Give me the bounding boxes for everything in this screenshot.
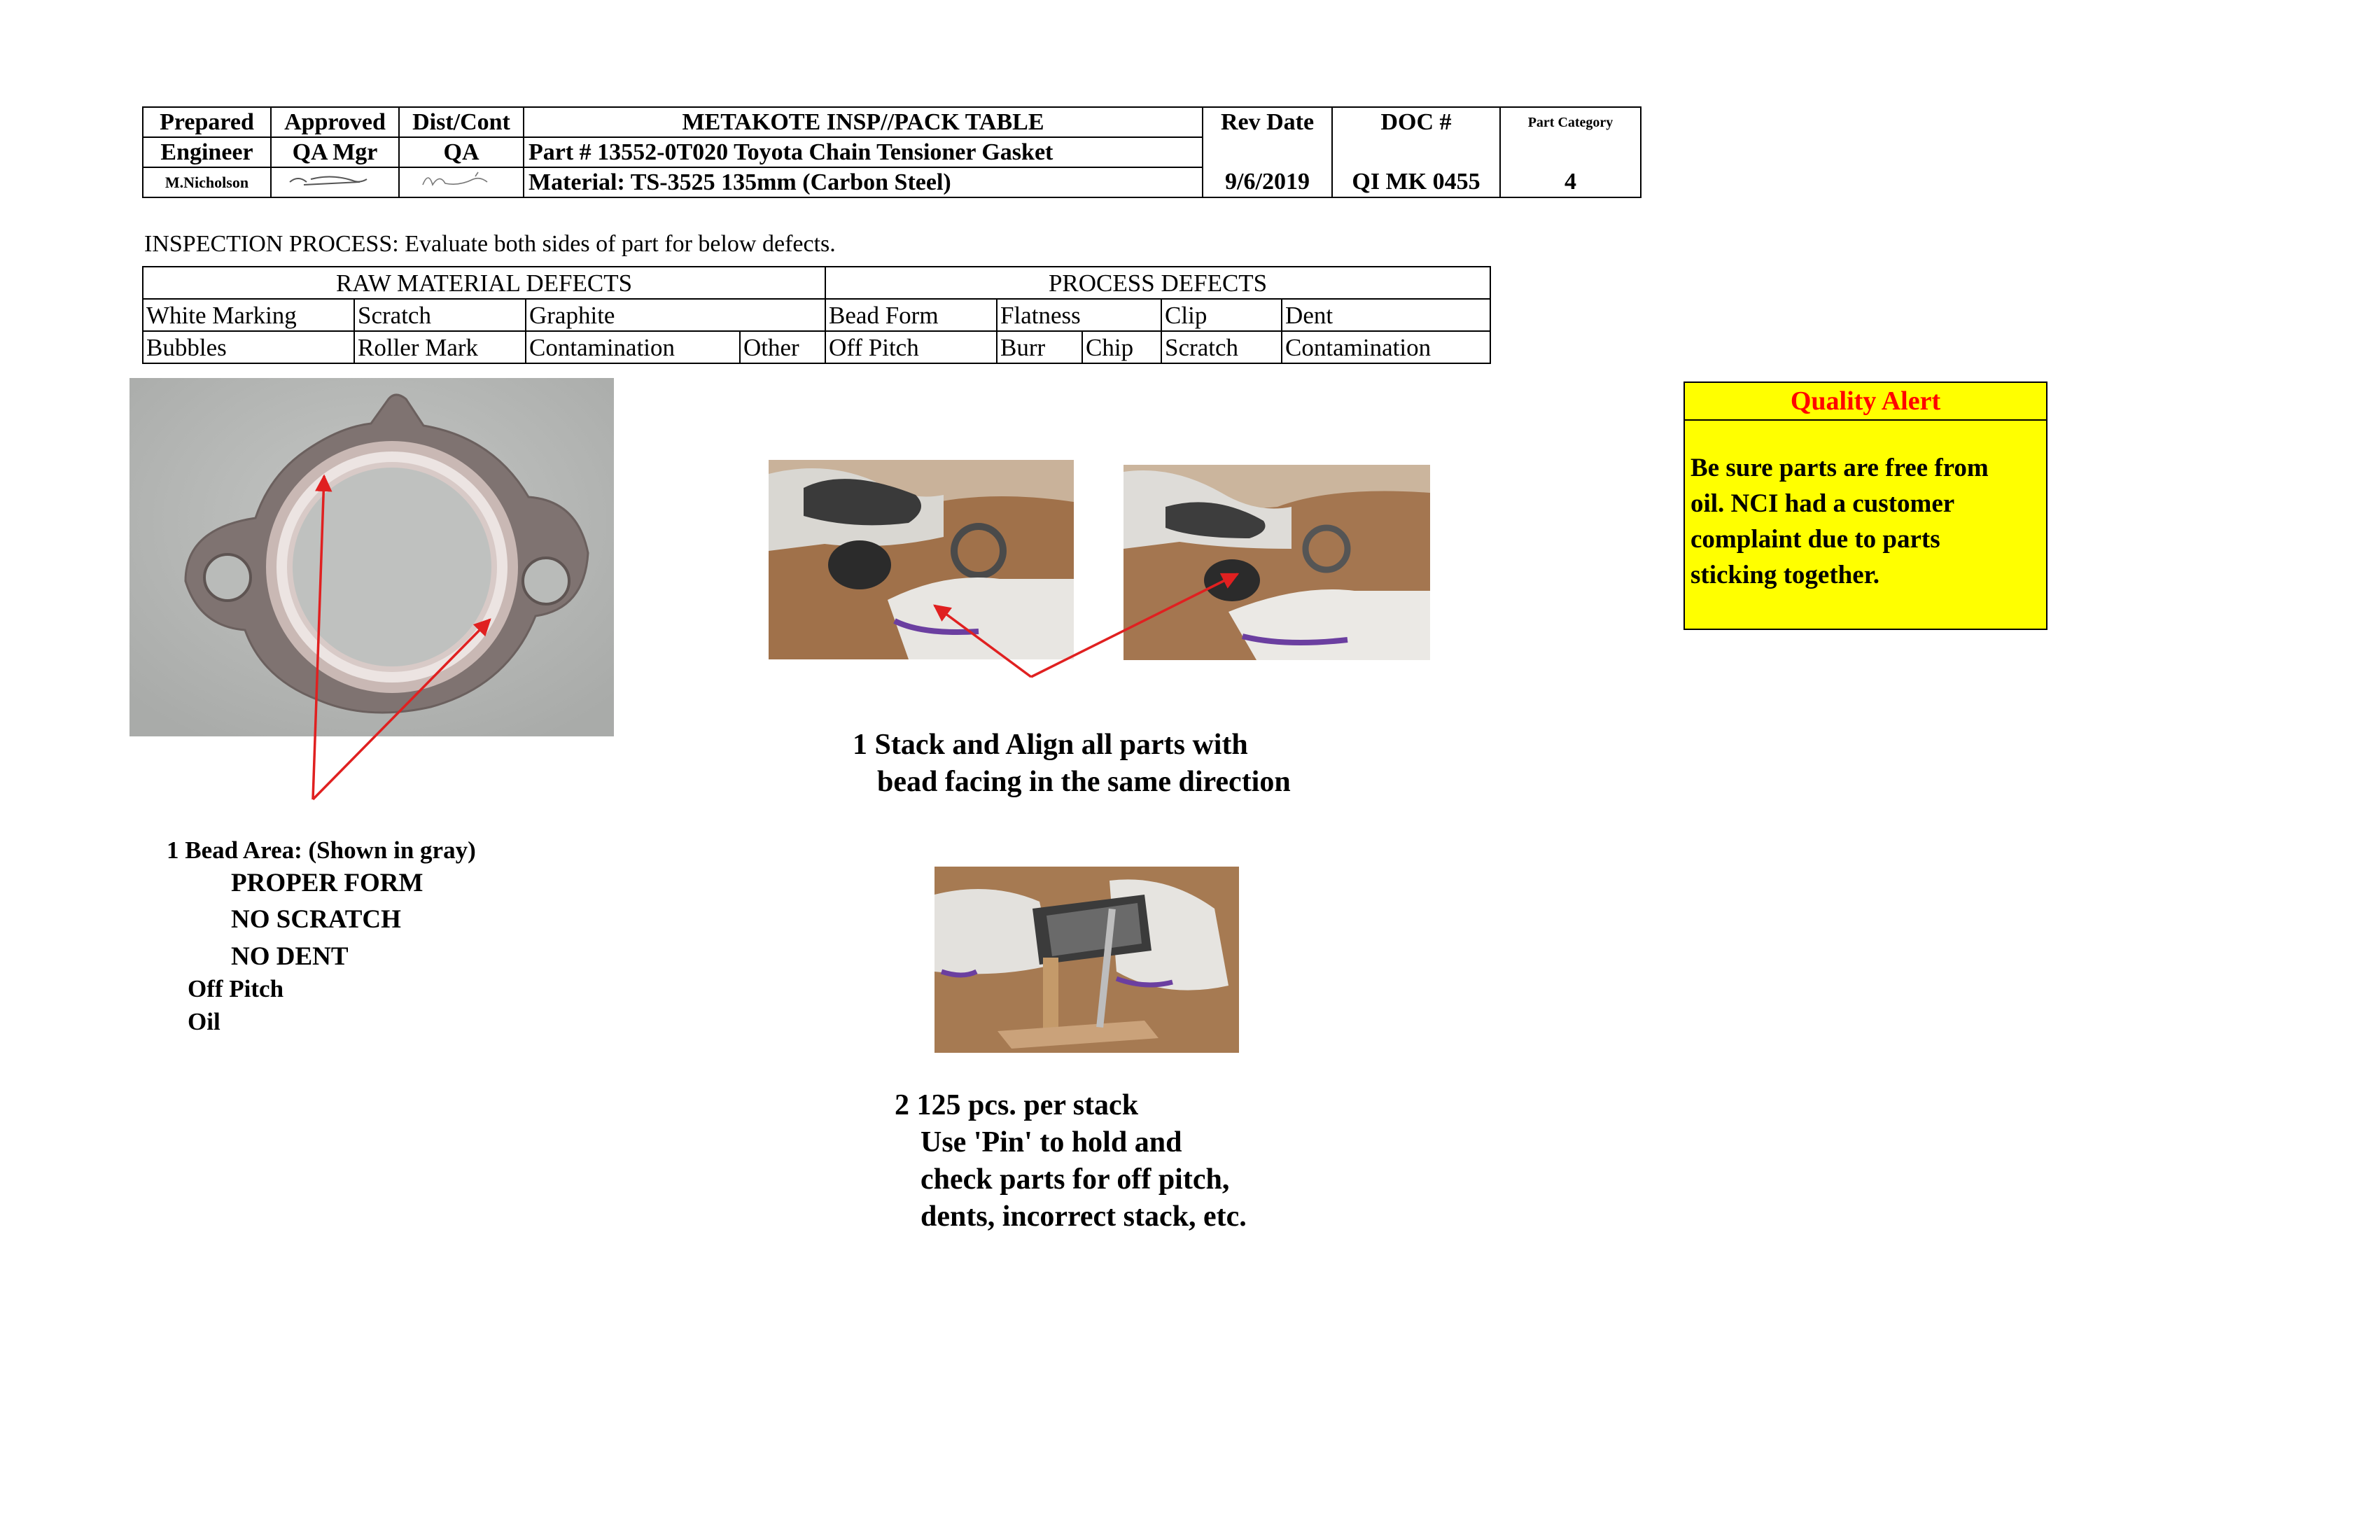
defect-cell: Bead Form bbox=[825, 299, 997, 331]
quality-alert-body bbox=[1685, 421, 2046, 593]
defect-cell: Graphite bbox=[526, 299, 825, 331]
quality-alert-title: Quality Alert bbox=[1685, 383, 2046, 421]
approved-signature bbox=[271, 167, 399, 197]
defect-cell: Bubbles bbox=[143, 331, 354, 363]
defect-cell: Chip bbox=[1082, 331, 1161, 363]
gasket-photo bbox=[130, 378, 614, 736]
defect-cell: Scratch bbox=[354, 299, 526, 331]
doc-value: QI MK 0455 bbox=[1332, 167, 1500, 197]
doc-spacer bbox=[1332, 137, 1500, 167]
quality-alert-line: sticking together. bbox=[1690, 561, 1879, 589]
signature-icon bbox=[283, 169, 388, 190]
engineer-label: Engineer bbox=[143, 137, 271, 167]
part-category-value: 4 bbox=[1500, 167, 1641, 197]
prepared-name: M.Nicholson bbox=[143, 167, 271, 197]
raw-material-defects-header: RAW MATERIAL DEFECTS bbox=[143, 267, 825, 299]
dist-cont-signature bbox=[399, 167, 524, 197]
qa-label: QA bbox=[399, 137, 524, 167]
rev-date-value: 9/6/2019 bbox=[1203, 167, 1332, 197]
header-table bbox=[142, 106, 1642, 198]
step2-line3: check parts for off pitch, bbox=[920, 1163, 1230, 1196]
document-title: METAKOTE INSP//PACK TABLE bbox=[524, 107, 1203, 137]
gasket-icon bbox=[130, 378, 614, 736]
defect-cell: Clip bbox=[1161, 299, 1282, 331]
pin-stack-icon bbox=[934, 867, 1239, 1053]
defect-cell: Contamination bbox=[1282, 331, 1490, 363]
step1-line1: 1 Stack and Align all parts with bbox=[853, 729, 1248, 761]
quality-alert-line: oil. NCI had a customer bbox=[1690, 489, 1955, 518]
defect-cell: Roller Mark bbox=[354, 331, 526, 363]
bead-note-item: NO DENT bbox=[231, 942, 349, 971]
quality-alert-line: Be sure parts are free from bbox=[1690, 454, 1989, 482]
hands-stacking-icon bbox=[769, 460, 1074, 659]
pin-photo bbox=[934, 867, 1239, 1053]
stack-photo-2 bbox=[1124, 465, 1430, 660]
inspection-process-label: INSPECTION PROCESS: Evaluate both sides of part for below defects. bbox=[144, 231, 836, 257]
defect-cell: Dent bbox=[1282, 299, 1490, 331]
step2-line2: Use 'Pin' to hold and bbox=[920, 1126, 1182, 1158]
prepared-label: Prepared bbox=[143, 107, 271, 137]
defect-cell: Other bbox=[740, 331, 825, 363]
rev-date-label: Rev Date bbox=[1203, 107, 1332, 137]
part-category-spacer bbox=[1500, 137, 1641, 167]
quality-alert-line: complaint due to parts bbox=[1690, 525, 1940, 554]
quality-alert-box bbox=[1684, 382, 2047, 630]
process-defects-header: PROCESS DEFECTS bbox=[825, 267, 1490, 299]
part-number: Part # 13552-0T020 Toyota Chain Tensioner Gasket bbox=[524, 137, 1203, 167]
step2-line4: dents, incorrect stack, etc. bbox=[920, 1200, 1247, 1233]
rev-date-spacer bbox=[1203, 137, 1332, 167]
part-category-label: Part Category bbox=[1500, 107, 1641, 137]
bead-extra-item: Oil bbox=[188, 1008, 220, 1035]
qa-mgr-label: QA Mgr bbox=[271, 137, 399, 167]
hands-stacking-icon bbox=[1124, 465, 1430, 660]
signature-icon bbox=[409, 169, 514, 190]
defects-table bbox=[142, 266, 1491, 364]
step2-line1: 2 125 pcs. per stack bbox=[895, 1089, 1139, 1121]
doc-label: DOC # bbox=[1332, 107, 1500, 137]
dist-cont-label: Dist/Cont bbox=[399, 107, 524, 137]
defect-cell: Burr bbox=[997, 331, 1082, 363]
defect-cell: Off Pitch bbox=[825, 331, 997, 363]
bead-note-item: PROPER FORM bbox=[231, 869, 424, 897]
defect-cell: Scratch bbox=[1161, 331, 1282, 363]
bead-note-item: NO SCRATCH bbox=[231, 905, 401, 934]
approved-label: Approved bbox=[271, 107, 399, 137]
bead-area-title: 1 Bead Area: (Shown in gray) bbox=[167, 836, 476, 864]
defect-cell: White Marking bbox=[143, 299, 354, 331]
stack-photo-1 bbox=[769, 460, 1074, 659]
defect-cell: Contamination bbox=[526, 331, 740, 363]
defect-cell: Flatness bbox=[997, 299, 1161, 331]
step1-line2: bead facing in the same direction bbox=[877, 766, 1291, 798]
bead-extra-item: Off Pitch bbox=[188, 975, 284, 1002]
material: Material: TS-3525 135mm (Carbon Steel) bbox=[524, 167, 1203, 197]
